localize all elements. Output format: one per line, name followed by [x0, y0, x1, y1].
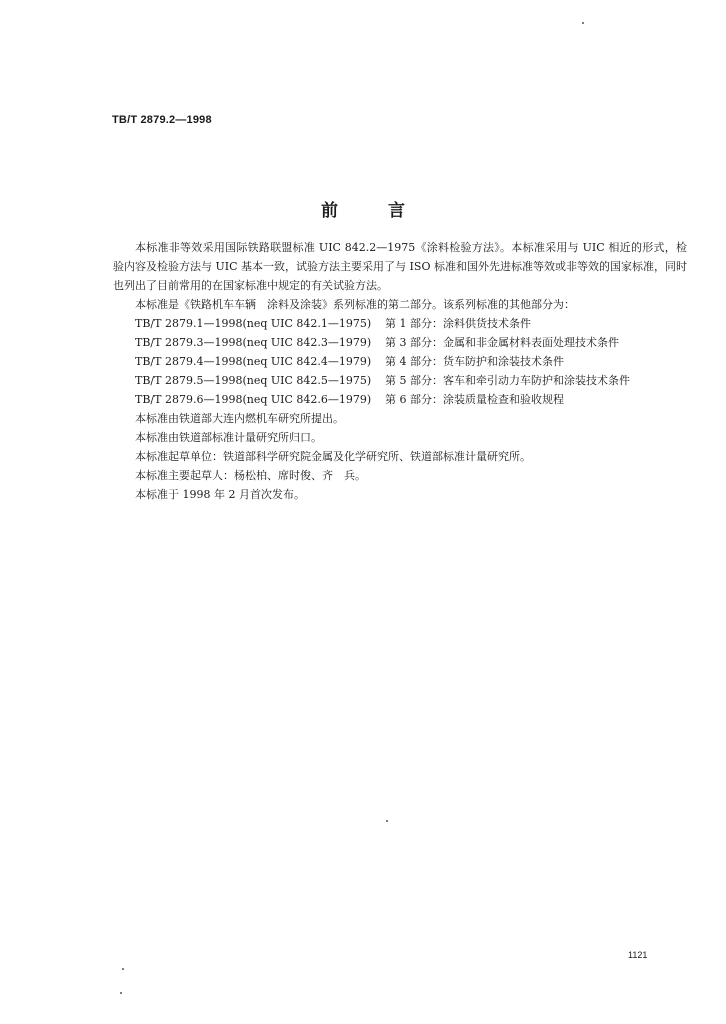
part-description: 第 6 部分：涂装质量检查和验收规程	[385, 393, 564, 406]
scan-speck	[122, 968, 124, 970]
part-standard-number: TB/T 2879.3—1998(neq UIC 842.3—1979)	[135, 336, 372, 349]
part-description: 第 5 部分：客车和牵引动力车防护和涂装技术条件	[385, 374, 630, 387]
adoption-paragraph: 本标准非等效采用国际铁路联盟标准 UIC 842.2—1975《涂料检验方法》。本标准采用与 UIC 相近的形式，检验内容及检验方法与 UIC 基本一致，试验方法主要采用了与 ISO 标准和国外先进标准等效或非等效的国家标准，同时也列出了目前常用的在国家标准中规定的有关试验方法。	[113, 241, 687, 292]
preface-body	[113, 238, 687, 504]
series-intro-line: 本标准是《铁路机车车辆 涂料及涂装》系列标准的第二部分。该系列标准的其他部分为：	[135, 298, 575, 311]
part-standard-number: TB/T 2879.6—1998(neq UIC 842.6—1979)	[135, 393, 372, 406]
scan-speck	[386, 820, 388, 822]
part-standard-number: TB/T 2879.4—1998(neq UIC 842.4—1979)	[135, 355, 372, 368]
scan-speck	[582, 22, 584, 24]
part-description: 第 1 部分：涂料供货技术条件	[385, 317, 531, 330]
first-issue-line: 本标准于 1998 年 2 月首次发布。	[135, 488, 305, 501]
series-part-item	[113, 390, 687, 409]
page-number: 1121	[628, 950, 648, 960]
part-description: 第 4 部分：货车防护和涂装技术条件	[385, 355, 564, 368]
preface-title	[0, 196, 726, 221]
standard-code-header: TB/T 2879.2—1998	[112, 114, 212, 126]
series-part-item	[113, 314, 687, 333]
managed-by-line: 本标准由铁道部标准计量研究所归口。	[135, 431, 322, 444]
part-description: 第 3 部分：金属和非金属材料表面处理技术条件	[385, 336, 619, 349]
drafters-line: 本标准主要起草人：杨松柏、席时俊、齐 兵。	[135, 469, 366, 482]
drafting-units-line: 本标准起草单位：铁道部科学研究院金属及化学研究所、铁道部标准计量研究所。	[135, 450, 531, 463]
scan-speck	[120, 992, 122, 994]
series-part-item	[113, 371, 687, 390]
series-part-item	[113, 352, 687, 371]
series-part-item	[113, 333, 687, 352]
part-standard-number: TB/T 2879.5—1998(neq UIC 842.5—1975)	[135, 374, 372, 387]
proposed-by-line: 本标准由铁道部大连内燃机车研究所提出。	[135, 412, 344, 425]
title-char-1: 前	[321, 201, 338, 221]
title-char-2: 言	[388, 201, 405, 221]
part-standard-number: TB/T 2879.1—1998(neq UIC 842.1—1975)	[135, 317, 372, 330]
